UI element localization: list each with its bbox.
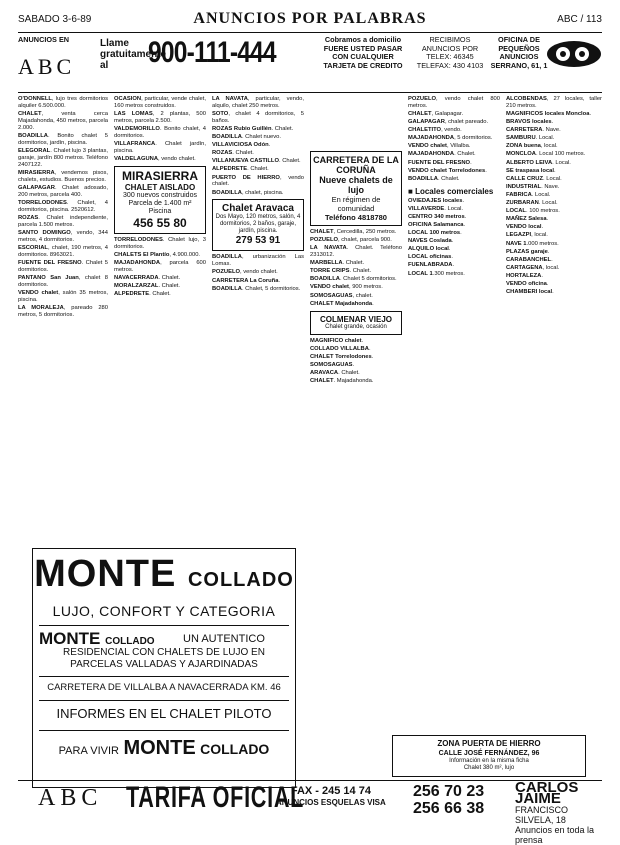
ad-keyword: ROZAS: [18, 214, 39, 221]
classified-ad: NAVE 1.000 metros.: [506, 240, 559, 247]
ad-keyword: LAS LOMAS: [114, 111, 153, 117]
ad-keyword: OFICINA Salamanca: [408, 221, 464, 228]
column-2: [114, 96, 206, 551]
aravaca-ad: [212, 199, 304, 251]
classified-ad: LOCAL oficinas.: [408, 254, 453, 261]
ad-keyword: VILLAFRANCA: [114, 141, 156, 147]
classified-ad: FUENLABRADA.: [408, 262, 455, 269]
classified-ad: OVIEDAJES locales.: [408, 197, 465, 204]
page-header: [18, 10, 602, 33]
classified-ad: SOMOSAGUAS.: [310, 361, 355, 368]
carretera-ad: [310, 151, 402, 226]
footer-phone-1: 256 70 23: [413, 783, 485, 800]
ad-keyword: VALDELAGUNA: [114, 156, 159, 162]
footer-abc-logo: ABC: [38, 785, 103, 811]
classified-ad: MARBELLA. Chalet.: [310, 260, 365, 267]
ad-keyword: GALAPAGAR: [18, 184, 55, 191]
column-1: [18, 96, 108, 551]
classified-ad: MAÑEZ Salesa.: [506, 216, 549, 223]
ad-keyword: ALBERTO LEIVA: [506, 159, 553, 166]
ad-keyword: ESCORIAL: [18, 244, 48, 251]
page-number: ABC / 113: [557, 14, 602, 25]
ad-keyword: PANTANO San Juan: [18, 274, 79, 281]
ad-keyword: CARRETERA: [506, 127, 543, 134]
classified-ad: CARRETERA La Coruña.: [212, 277, 281, 284]
classified-ad: ALBERTO LEIVA. Local.: [506, 159, 571, 166]
classified-ad: PLAZAS garaje.: [506, 248, 550, 255]
classified-ad: PANTANO San Juan, chalet 8 dormitorios.: [18, 274, 108, 288]
classified-ad: BRAVOS locales.: [506, 119, 554, 126]
classified-ad: BOADILLA. Chalet, 5 dormitorios.: [212, 285, 301, 292]
ad-keyword: VENDO chalet: [408, 143, 447, 150]
ad-keyword: VENDO chalet Torrelodones: [408, 167, 486, 174]
ad-keyword: ARAVACA: [310, 369, 339, 376]
ad-keyword: SE traspasa local: [506, 167, 555, 174]
anuncios-en-label: ANUNCIOS EN: [18, 35, 70, 44]
ad-keyword: SANTO DOMINGO: [18, 229, 71, 236]
carlos-jaime-caption: Anuncios en toda la prensa: [515, 825, 595, 845]
ad-keyword: BOADILLA: [310, 276, 340, 283]
ad-keyword: PUERTO DE HIERRO: [212, 174, 280, 181]
ad-keyword: SOTO: [212, 111, 229, 117]
ad-keyword: FUENLABRADA: [408, 262, 453, 269]
column-6: [506, 96, 602, 551]
classified-ad: CENTRO 340 metros.: [408, 213, 467, 220]
classified-ad: VALDELAGUNA, vendo chalet.: [114, 156, 196, 162]
ad-keyword: MAJADAHONDA: [114, 260, 161, 266]
mirasierra-line-2: Parcela de 1.400 m²: [128, 199, 192, 207]
column-4: [310, 96, 402, 551]
classified-ad: ALPEDRETE. Chalet.: [212, 166, 269, 173]
divider: [39, 730, 289, 731]
classified-ad: MAGNIFICOS locales Moncloa.: [506, 111, 592, 117]
classified-ad: TORRE CRIPS. Chalet.: [310, 268, 372, 275]
classified-ad: OCASION, particular, vende chalet, 160 metros construidos.: [114, 96, 206, 109]
colmenar-title: COLMENAR VIEJO: [319, 314, 392, 324]
classified-ad: VENDO oficina.: [506, 280, 549, 287]
ad-keyword: COLLADO VILLALBA: [310, 345, 369, 352]
ad-keyword: PLAZAS garaje: [506, 248, 548, 255]
monte-brand: [33, 553, 295, 596]
classified-ad: VILLAVICIOSA Odón.: [212, 142, 271, 149]
classified-header: [18, 34, 602, 93]
classified-ad: COLLADO VILLALBA.: [310, 345, 371, 352]
fax-block: [276, 785, 386, 809]
monte-line1-brand-1: MONTE: [39, 629, 101, 648]
ad-keyword: NAVACERRADA: [114, 275, 159, 281]
mirasierra-line-1: 300 nuevos construidos: [123, 191, 197, 199]
classified-ad: MAGNIFICO chalet.: [310, 337, 364, 344]
ad-keyword: CHALETITO: [408, 127, 442, 134]
classified-ad: ZONA buena, local.: [506, 143, 558, 150]
classified-ad: SAMBURU. Local.: [506, 135, 555, 142]
ad-keyword: CHALET Majadahonda: [310, 300, 373, 307]
classified-ad: VILLAVERDE. Local.: [408, 205, 463, 212]
classified-columns: [18, 96, 602, 551]
classified-ad: CHALET Majadahonda.: [310, 300, 374, 307]
classified-ad: MAJADAHONDA, 5 dormitorios.: [408, 135, 493, 142]
carlos-jaime-address: FRANCISCO SILVELA, 18: [515, 805, 569, 825]
classified-ad: ZURBARAN. Local.: [506, 200, 558, 207]
classified-ad: LA NAVATA. Chalet. Teléfono 2313012.: [310, 245, 402, 259]
classified-ad: VENDO chalet, Villalba.: [408, 143, 471, 150]
divider: [39, 700, 289, 701]
monte-info: INFORMES EN EL CHALET PILOTO: [56, 706, 272, 721]
ad-keyword: ROZAS Rubio Guillén: [212, 126, 272, 132]
mirasierra-ad: [114, 166, 206, 234]
ad-keyword: ALQUILO local: [408, 246, 449, 253]
footer-phones: [413, 783, 484, 817]
classified-ad: HORTALEZA.: [506, 272, 543, 279]
classified-ad: FUENTE DEL FRESNO. Chalet 5 dormitorios.: [18, 259, 108, 273]
ad-keyword: BOADILLA: [18, 132, 48, 139]
classified-ad: MORALZARZAL. Chalet.: [114, 283, 181, 290]
zona-title: ZONA PUERTA DE HIERRO: [437, 739, 541, 748]
classified-ad: BOADILLA, chalet, piscina.: [212, 189, 284, 196]
classified-ad: POZUELO, vendo chalet.: [212, 269, 278, 276]
ad-keyword: MARBELLA: [310, 260, 343, 267]
ad-keyword: CHAMBERI local: [506, 289, 553, 296]
classified-ad: CARABANCHEL.: [506, 256, 553, 263]
ad-keyword: FABRICA: [506, 191, 532, 198]
zona-text-2: Chalet 380 m², lujo: [463, 765, 515, 771]
ad-keyword: SOMOSAGUAS: [310, 361, 353, 368]
ad-keyword: LOCAL oficinas: [408, 254, 452, 261]
monte-brand-1: MONTE: [34, 553, 177, 595]
classified-ad: VILLANUEVA CASTILLO. Chalet.: [212, 158, 301, 165]
ad-keyword: CARABANCHEL: [506, 256, 552, 263]
mirasierra-title: MIRASIERRA: [121, 168, 198, 183]
classified-ad: OFICINA Salamanca.: [408, 221, 466, 228]
monte-para-vivir: [39, 737, 289, 760]
classified-ad: MIRASIERRA, vendemos pisos, chalets, estudios. Buenos precios.: [18, 169, 108, 183]
ad-keyword: VENDO chalet: [18, 289, 59, 296]
ad-keyword: ALCOBENDAS: [506, 96, 547, 102]
zona-text: Información en la misma ficha: [449, 758, 529, 764]
page-footer: [18, 779, 602, 845]
ad-keyword: BOADILLA: [212, 285, 242, 292]
classified-ad: LOCAL. 100 metros.: [506, 208, 560, 215]
column-3: [212, 96, 304, 551]
classified-ad: VENDO chalet Torrelodones.: [408, 167, 487, 174]
ad-keyword: POZUELO: [310, 237, 339, 244]
classified-ad: CARTAGENA, local.: [506, 264, 560, 271]
ad-keyword: VENDO chalet: [310, 284, 349, 291]
fax-number: FAX - 245 14 74: [290, 785, 371, 797]
classified-ad: FUENTE DEL FRESNO.: [408, 159, 472, 166]
ad-keyword: GALAPAGAR: [408, 119, 445, 126]
classified-ad: BOADILLA, urbanización Las Lomas.: [212, 254, 304, 268]
classified-ad: CHALET, Galapagar.: [408, 111, 464, 117]
divider: [39, 676, 289, 677]
abc-logo: ABC: [18, 54, 76, 79]
ad-keyword: O'DONNELL: [18, 96, 52, 102]
aravaca-text: Dos Mayo, 120 metros, salón, 4 dormitorios, 2 baños, garaje, jardín, piscina.: [215, 214, 301, 235]
ad-keyword: SOMOSAGUAS: [310, 292, 353, 299]
classified-ad: BOADILLA. Chalet nuevo.: [212, 134, 281, 141]
ad-keyword: MIRASIERRA: [18, 169, 55, 176]
classified-ad: SANTO DOMINGO, vendo, 344 metros, 4 dormitorios.: [18, 229, 108, 243]
ad-keyword: POZUELO: [408, 96, 437, 102]
classified-ad: BOADILLA. Chalet 5 dormitorios.: [310, 276, 397, 283]
ad-keyword: MAGNIFICOS locales Moncloa: [506, 111, 590, 117]
classified-ad: BOADILLA. Bonito chalet 5 dormitorios, jardín, piscina.: [18, 132, 108, 146]
mirasierra-subtitle: CHALET AISLADO: [124, 182, 196, 192]
page-date: SABADO 3-6-89: [18, 14, 92, 25]
ad-keyword: CARTAGENA: [506, 264, 543, 271]
classified-ad: SE traspasa local.: [506, 167, 556, 174]
ad-keyword: MAJADAHONDA: [408, 151, 455, 158]
classified-ad: CHAMBERI local.: [506, 289, 554, 296]
monte-para-brand: MONTE: [123, 737, 196, 759]
ad-keyword: TORRE CRIPS: [310, 268, 350, 275]
monte-para-brand-2: COLLADO: [200, 741, 270, 757]
cobramos-text: Cobramos a domicilio FUERE USTED PASAR CON CUALQUIER TARJETA DE CREDITO: [323, 35, 403, 70]
ad-keyword: POZUELO: [212, 269, 241, 276]
ad-keyword: VILLANUEVA CASTILLO: [212, 158, 279, 165]
classified-ad: LAS LOMAS, 2 plantas, 500 metros, parcela 2.500.: [114, 111, 206, 124]
classified-ad: LEGAZPI, local.: [506, 232, 548, 239]
monte-road: CARRETERA DE VILLALBA A NAVACERRADA KM. 46: [47, 682, 281, 693]
classified-ad: SOTO, chalet 4 dormitorios, 5 baños.: [212, 111, 304, 124]
ad-keyword: VALDEMORILLO: [114, 126, 160, 132]
column-5: [408, 96, 500, 551]
ad-keyword: ROZAS: [212, 150, 233, 157]
ad-keyword: FUENTE DEL FRESNO: [18, 259, 82, 266]
classified-ad: GALAPAGAR. Chalet adosado, 200 metros, parcela 400.: [18, 184, 108, 198]
classified-ad: CHALET Torrelodones.: [310, 353, 374, 360]
classified-ad: ROZAS. Chalet.: [212, 150, 254, 157]
ad-keyword: LA MORALEJA: [18, 304, 64, 311]
classified-ad: SOMOSAGUAS, chalet.: [310, 292, 373, 299]
classified-ad: MAJADAHONDA, parcela 600 metros.: [114, 260, 206, 273]
ad-keyword: SAMBURU: [506, 135, 536, 142]
colmenar-text: Chalet grande, ocasión: [325, 323, 387, 330]
carlos-jaime-block: [515, 779, 602, 845]
carretera-subtitle: Nueve chalets de lujo: [319, 175, 393, 195]
ad-keyword: LEGAZPI: [506, 232, 532, 239]
classified-ad: ELEGORAL. Chalet lujo 3 plantas, garaje, jardín 800 metros. Teléfono 2407122.: [18, 147, 108, 168]
classified-ad: CHALET, venta cerca Majadahonda, 450 metros, parcela 2.000.: [18, 111, 108, 131]
ad-keyword: LOCAL 100 metros: [408, 230, 461, 237]
ad-keyword: OCASION: [114, 96, 142, 102]
ad-keyword: NAVE 1: [506, 240, 527, 247]
ad-keyword: ELEGORAL: [18, 147, 51, 154]
ad-keyword: CHALET Torrelodones: [310, 353, 372, 360]
classified-ad: POZUELO, vendo chalet 800 metros.: [408, 96, 500, 109]
ad-keyword: ZURBARAN: [506, 200, 539, 207]
classified-ad: LA MORALEJA, pareado 280 metros, 5 dormitorios.: [18, 304, 108, 318]
classified-ad: NAVES Coslada.: [408, 238, 454, 245]
carretera-text: En régimen de comunidad: [331, 195, 381, 213]
carlos-jaime-name: CARLOS JAIME: [515, 779, 579, 807]
divider: [39, 625, 289, 626]
section-title: ANUNCIOS POR PALABRAS: [193, 10, 427, 27]
ad-keyword: ZONA buena: [506, 143, 541, 150]
ad-keyword: VENDO oficina: [506, 280, 547, 287]
ad-keyword: LOCAL: [506, 208, 526, 215]
classified-ad: ALCOBENDAS, 27 locales, taller 210 metros.: [506, 96, 602, 109]
classified-ad: CHALETITO, vendo.: [408, 127, 462, 134]
ad-keyword: TORRELODONES: [18, 199, 67, 206]
ad-keyword: CHALET: [310, 229, 334, 235]
call-free-label: Llame gratuitamente al: [100, 38, 167, 71]
ad-keyword: CALLE CRUZ: [506, 175, 544, 182]
monte-line1-brand-2: COLLADO: [105, 636, 155, 647]
ad-keyword: BOADILLA: [212, 189, 242, 196]
ad-keyword: LA NAVATA: [310, 245, 347, 252]
ad-keyword: CHALETS El Plantío: [114, 251, 170, 258]
carretera-phone: Teléfono 4818780: [325, 213, 387, 222]
ad-keyword: VILLAVERDE: [408, 205, 445, 212]
monte-brand-2: COLLADO: [187, 569, 294, 591]
ad-keyword: MORALZARZAL: [114, 283, 159, 290]
locales-section-title: Locales comerciales: [415, 186, 494, 196]
ad-keyword: HORTALEZA: [506, 272, 542, 279]
classified-ad: FABRICA. Local.: [506, 191, 551, 198]
monte-collado-ad: [32, 548, 296, 788]
classified-ad: GALAPAGAR, chalet pareado.: [408, 119, 489, 126]
ad-keyword: MAGNIFICO chalet: [310, 337, 362, 344]
classified-ad: VENDO chalet, 900 metros.: [310, 284, 383, 291]
classified-ad: VILLAFRANCA. Chalet jardín, piscina.: [114, 141, 206, 154]
ad-keyword: TORRELODONES: [114, 236, 163, 243]
classified-ad: ARAVACA. Chalet.: [310, 369, 360, 376]
ad-keyword: CHALET: [310, 378, 334, 385]
fax-caption: ANUNCIOS ESQUELAS VISA: [276, 798, 386, 807]
monte-description: RESIDENCIAL CON CHALETS DE LUJO EN PARCELAS VALLADAS Y AJARDINADAS: [63, 647, 265, 670]
recibimos-text: RECIBIMOS ANUNCIOS POR TELEX: 46345 TELEFAX: 430 4103: [416, 35, 484, 70]
ad-keyword: VILLAVICIOSA Odón: [212, 142, 269, 149]
mirasierra-line-3: Piscina: [148, 207, 172, 215]
carretera-title: CARRETERA DE LA CORUÑA: [313, 155, 399, 175]
ad-keyword: ALPEDRETE: [212, 166, 248, 173]
monte-para-label: PARA VIVIR: [58, 745, 119, 757]
classified-ad: TORRELODONES. Chalet lujo, 3 dormitorios.: [114, 236, 206, 250]
ad-keyword: OVIEDAJES locales: [408, 197, 463, 204]
footer-phone-2: 256 66 38: [413, 800, 485, 817]
aravaca-title: Chalet Aravaca: [222, 203, 294, 215]
ad-keyword: BRAVOS locales: [506, 119, 552, 126]
ad-keyword: INDUSTRIAL: [506, 183, 542, 190]
classified-ad: CHALET. Majadahonda.: [310, 378, 374, 385]
ad-keyword: LA NAVATA: [212, 96, 248, 102]
monte-tagline: LUJO, CONFORT Y CATEGORIA: [52, 603, 276, 619]
classified-ad: VENDO local.: [506, 224, 544, 231]
ad-keyword: BOADILLA: [212, 134, 242, 141]
classified-ad: CARRETERA. Nave.: [506, 127, 561, 134]
classified-ad: TORRELODONES. Chalet, 4 dormitorios, piscina. 2520612.: [18, 199, 108, 213]
classified-ad: ALPEDRETE. Chalet.: [114, 291, 171, 298]
classified-ad: CHALETS El Plantío, 4.900.000.: [114, 251, 201, 258]
zona-puerta-hierro-ad: [392, 735, 586, 777]
classified-ad: CALLE CRUZ. Local.: [506, 175, 562, 182]
classified-ad: NAVACERRADA. Chalet.: [114, 275, 181, 281]
ad-keyword: ALPEDRETE: [114, 291, 150, 298]
classified-ad: O'DONNELL, lujo tres dormitorios alquiler 6.500.000.: [18, 96, 108, 109]
ad-keyword: NAVES Coslada: [408, 238, 452, 245]
classified-ad: CHALET, Cercedilla, 250 metros.: [310, 229, 397, 235]
monte-line1-text: UN AUTENTICO: [183, 633, 265, 645]
tarifa-oficial: TARIFA OFICIAL: [126, 781, 305, 814]
ad-keyword: CENTRO 340 metros: [408, 213, 465, 220]
abc-oval-logo-icon: [546, 40, 602, 68]
ad-keyword: CHALET: [18, 111, 42, 117]
classified-ad: BOADILLA. Chalet.: [408, 175, 460, 182]
mirasierra-phone: 456 55 80: [133, 215, 187, 230]
classified-ad: LA NAVATA, particular, vendo, alquilo, chalet 250 metros.: [212, 96, 304, 109]
classified-ad: MAJADAHONDA. Chalet.: [408, 151, 476, 158]
classified-ad: POZUELO, chalet, parcela 900.: [310, 237, 392, 244]
monte-line1-brand: [39, 629, 155, 649]
ad-keyword: MAÑEZ Salesa: [506, 216, 547, 223]
classified-ad: VENDO chalet, salón 35 metros, piscina.: [18, 289, 108, 303]
classified-ad: PUERTO DE HIERRO, vendo chalet.: [212, 174, 304, 188]
classified-ad: VALDEMORILLO. Bonito chalet, 4 dormitorios.: [114, 126, 206, 139]
ad-keyword: CARRETERA La Coruña: [212, 277, 279, 284]
ad-keyword: LOCAL 1: [408, 270, 433, 277]
classified-ad: ROZAS Rubio Guillén. Chalet.: [212, 126, 294, 132]
ad-keyword: BOADILLA: [408, 175, 438, 182]
ad-keyword: MONCLOA: [506, 151, 536, 158]
oficina-text: OFICINA DE PEQUEÑOS ANUNCIOS SERRANO, 61, 1: [490, 35, 548, 70]
classified-ad: LOCAL 100 metros.: [408, 230, 462, 237]
classified-ad: LOCAL 1.300 metros.: [408, 270, 465, 277]
ad-keyword: MAJADAHONDA: [408, 135, 455, 142]
classified-ad: ALQUILO local.: [408, 246, 451, 253]
aravaca-phone: 279 53 91: [235, 235, 281, 247]
ad-keyword: BOADILLA: [212, 254, 242, 261]
free-phone-number: 900-111-444: [148, 36, 276, 69]
classified-ad: MONCLOA. Local 100 metros.: [506, 151, 586, 158]
ad-keyword: CHALET: [408, 111, 432, 117]
ad-keyword: FUENTE DEL FRESNO: [408, 159, 471, 166]
locales-section-heading: ■ Locales comerciales: [408, 186, 494, 196]
zona-subtitle: CALLE JOSÉ FERNÁNDEZ, 96: [438, 750, 540, 757]
colmenar-ad: [310, 311, 402, 335]
classified-ad: INDUSTRIAL. Nave.: [506, 183, 560, 190]
classified-ad: ROZAS. Chalet independiente, parcela 1.500 metros.: [18, 214, 108, 228]
ad-keyword: VENDO local: [506, 224, 542, 231]
classified-ad: ESCORIAL, chalet, 190 metros, 4 dormitorios. 8963021.: [18, 244, 108, 258]
